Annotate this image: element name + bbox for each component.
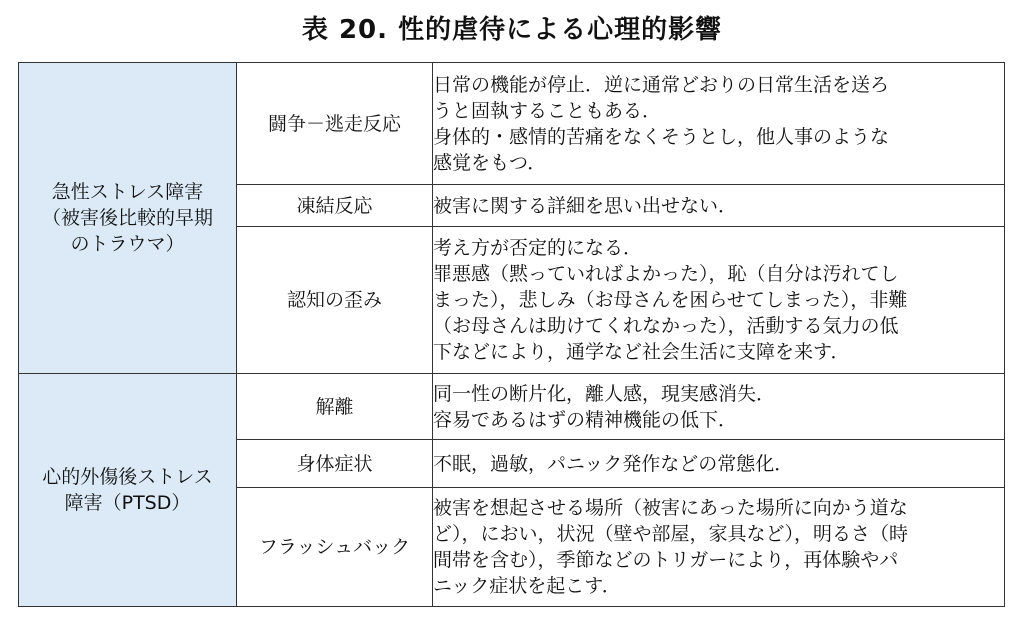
category-line: 心的外傷後ストレス (42, 466, 213, 488)
description-line: 被害に関する詳細を思い出せない． (433, 194, 738, 217)
description-line: うと固執することもある． (433, 99, 662, 122)
description-line: ど），におい，状況（壁や部屋，家具など），明るさ（時 (433, 523, 909, 545)
description-line: 感覚をもつ． (433, 151, 547, 174)
description-line: 同一性の断片化，離人感，現実感消失． (433, 382, 776, 405)
row-label: 闘争－逃走反応 (237, 63, 433, 185)
category-line: のトラウマ） (70, 233, 185, 255)
category-line: 障害（PTSD） (64, 492, 191, 514)
category-line: 急性ストレス障害 (51, 181, 204, 203)
psychological-effects-table (18, 62, 1005, 607)
row-description (433, 63, 1005, 185)
row-label: 認知の歪み (237, 227, 433, 374)
description-line: 被害を想起させる場所（被害にあった場所に向かう道な (433, 497, 908, 519)
category-cell-acute-stress (19, 63, 237, 374)
description-line: 考え方が否定的になる． (433, 237, 643, 259)
description-line: 容易であるはずの精神機能の低下． (433, 408, 738, 431)
row-description (433, 185, 1005, 227)
description-line: （お母さんは助けてくれなかった），活動する気力の低 (433, 315, 899, 337)
row-label: 凍結反応 (237, 185, 433, 227)
category-cell-ptsd (19, 374, 237, 607)
row-label: 身体症状 (237, 440, 433, 488)
description-line: 日常の機能が停止．逆に通常どおりの日常生活を送ろ (433, 73, 890, 96)
description-line: ニック症状を起こす． (433, 575, 621, 597)
description-line: 下などにより，通学など社会生活に支障を来す． (433, 341, 850, 363)
table-row (19, 374, 1005, 440)
row-label: 解離 (237, 374, 433, 440)
row-label: フラッシュバック (237, 488, 433, 607)
description-line: 間帯を含む），季節などのトリガーにより，再体験やパ (433, 549, 899, 571)
row-description (433, 374, 1005, 440)
table-row (19, 63, 1005, 185)
description-line: 不眠，過敏，パニック発作などの常態化． (433, 452, 794, 475)
description-line: 身体的・感情的苦痛をなくそうとし，他人事のような (433, 125, 890, 148)
description-line: まった），悲しみ（お母さんを困らせてしまった），非難 (433, 289, 908, 311)
description-line: 罪悪感（黙っていればよかった），恥（自分は汚れてし (433, 263, 899, 285)
row-description (433, 227, 1005, 374)
table-title: 表 20. 性的虐待による心理的影響 (301, 15, 723, 45)
category-line: （被害後比較的早期 (41, 207, 213, 229)
row-description (433, 488, 1005, 607)
row-description (433, 440, 1005, 488)
